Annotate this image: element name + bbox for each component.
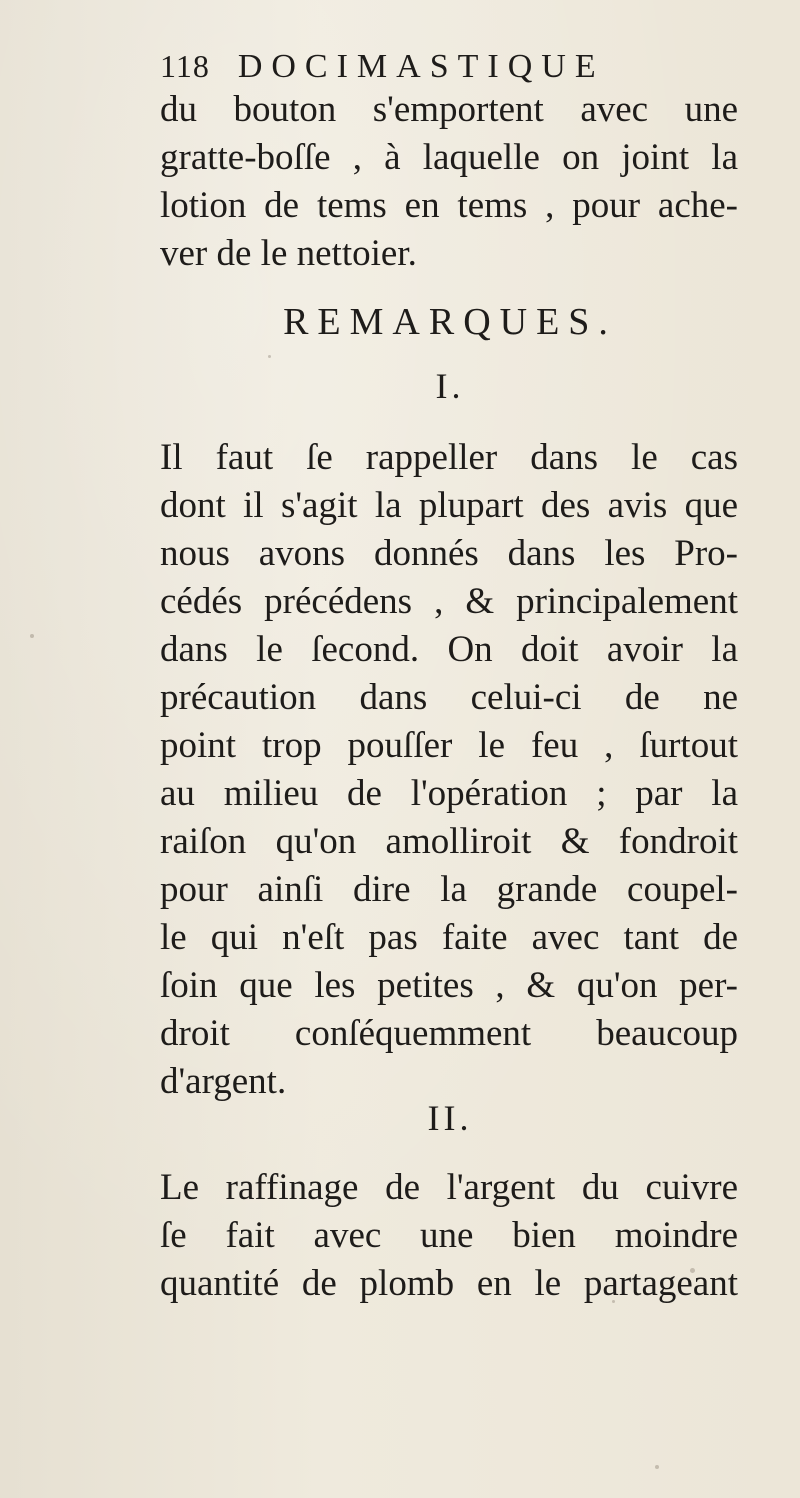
text-line: d'argent. bbox=[160, 1061, 287, 1102]
paper-speck bbox=[690, 1268, 695, 1273]
text-line: nous avons donnés dans les Pro- bbox=[160, 533, 738, 574]
paper-speck bbox=[30, 634, 34, 638]
text-line: précaution dans celui-ci de ne bbox=[160, 677, 738, 718]
text-line: ver de le nettoier. bbox=[160, 233, 417, 274]
text-line: dont il s'agit la plupart des avis que bbox=[160, 485, 738, 526]
text-line: droit conſéquemment beaucoup bbox=[160, 1013, 738, 1054]
text-line: ſe fait avec une bien moindre bbox=[160, 1215, 738, 1256]
text-line: quantité de plomb en le partageant bbox=[160, 1263, 738, 1304]
running-title: DOCIMASTIQUE bbox=[237, 48, 605, 85]
section-heading: REMARQUES. bbox=[283, 301, 617, 343]
text-line: lotion de tems en tems , pour ache- bbox=[160, 185, 738, 226]
text-line: Il faut ſe rappeller dans le cas bbox=[160, 437, 738, 478]
text-line: le qui n'eſt pas faite avec tant de bbox=[160, 917, 738, 958]
text-line: Le raffinage de l'argent du cuivre bbox=[160, 1167, 738, 1208]
paper-speck bbox=[655, 1465, 659, 1469]
text-line: au milieu de l'opération ; par la bbox=[160, 773, 738, 814]
page-number: 118 bbox=[160, 48, 210, 84]
remark-numeral: I. bbox=[435, 366, 465, 406]
text-line: du bouton s'emportent avec une bbox=[160, 89, 738, 130]
text-line: pour ainſi dire la grande coupel- bbox=[160, 869, 738, 910]
text-line: raiſon qu'on amolliroit & fondroit bbox=[160, 821, 738, 862]
text-line: gratte-boſſe , à laquelle on joint la bbox=[160, 137, 738, 178]
paper-speck bbox=[268, 355, 271, 358]
text-line: point trop pouſſer le feu , ſurtout bbox=[160, 725, 738, 766]
text-line: dans le ſecond. On doit avoir la bbox=[160, 629, 738, 670]
text-line: ſoin que les petites , & qu'on per- bbox=[160, 965, 738, 1006]
paper-speck bbox=[612, 1300, 615, 1303]
text-line: cédés précédens , & principalement bbox=[160, 581, 738, 622]
remark-numeral: II. bbox=[427, 1098, 473, 1138]
